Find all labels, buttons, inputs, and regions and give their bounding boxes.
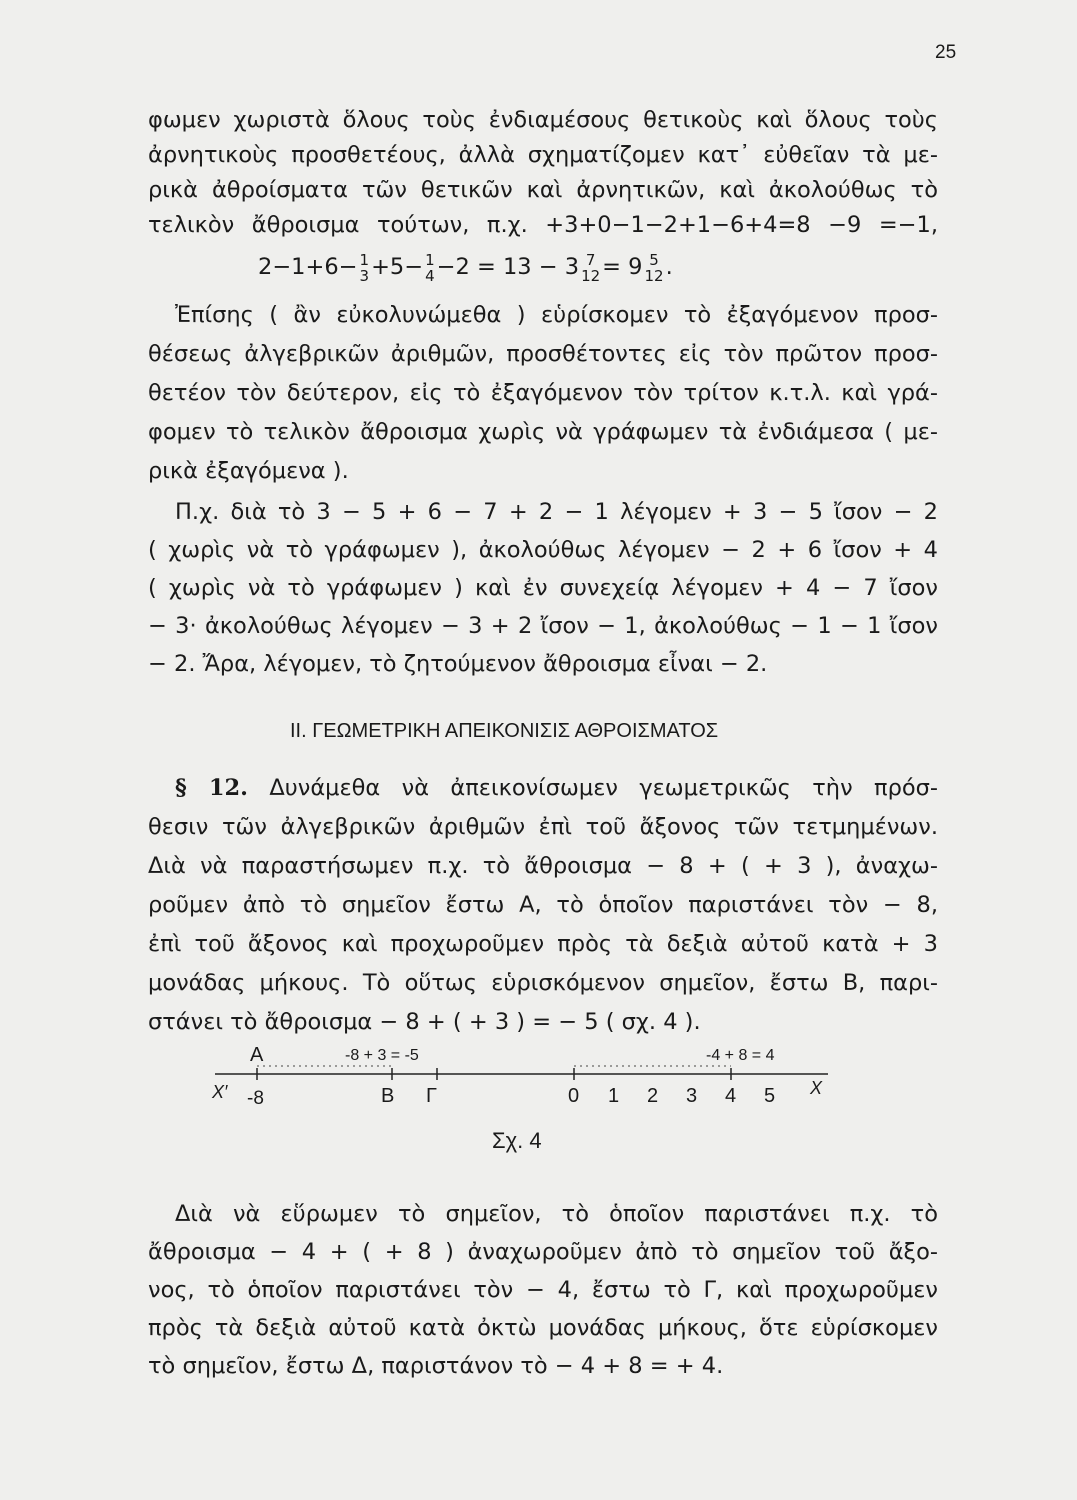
text-line: ( χωρὶς νὰ τὸ γράφωμεν ), ἀκολούθως λέγομεν − 2 + 6 ἴσον + 4 [148,537,938,563]
text-line: − 2. Ἄρα, λέγομεν, τὸ ζητούμενον ἄθροισμα εἶναι − 2. [148,651,768,677]
text-line: πρὸς τὰ δεξιὰ αὐτοῦ κατὰ ὀκτὼ μονάδας μήκους, ὅτε εὑρίσκομεν [148,1315,938,1341]
text-line: ἀρνητικοὺς προσθετέους, ἀλλὰ σχηματίζομεν κατ᾽ εὐθεῖαν τὰ με- [148,142,938,168]
fraction: 5 12 [644,250,664,285]
text-line: Π.χ. διὰ τὸ 3 − 5 + 6 − 7 + 2 − 1 λέγομεν + 3 − 5 ἴσον − 2 [175,499,938,525]
fraction: 1 4 [425,250,435,285]
equation-part: +5− [371,254,424,280]
text-line: θετέον τὸν δεύτερον, εἰς τὸ ἐξαγόμενον τὸν τρίτον κ.τ.λ. καὶ γρά- [148,380,938,406]
text-line: φωμεν χωριστὰ ὅλους τοὺς ἐνδιαμέσους θετικοὺς καὶ ὅλους τοὺς [148,107,938,133]
equation-part: 2−1+6− [258,254,358,280]
equation-part: . [665,254,673,280]
tick-label: 0 [568,1085,580,1107]
text-line: ρικὰ ἀθροίσματα τῶν θετικῶν καὶ ἀρνητικῶν, καὶ ἀκολούθως τὸ [148,177,938,203]
tick-label: 5 [764,1085,776,1107]
text-line: ροῦμεν ἀπὸ τὸ σημεῖον ἔστω Α, τὸ ὁποῖον παριστάνει τὸν − 8, [148,892,938,918]
text-line: στάνει τὸ ἄθροισμα − 8 + ( + 3 ) = − 5 ( σχ. 4 ). [148,1009,701,1035]
text-line: θέσεως ἀλγεβρικῶν ἀριθμῶν, προσθέτοντες εἰς τὸν πρῶτον προσ- [148,341,938,367]
expr-left: -8 + 3 = -5 [345,1047,419,1064]
label-x: X [810,1078,823,1098]
label-g: Γ [426,1085,438,1107]
equation [258,248,673,286]
expr-right: -4 + 8 = 4 [706,1047,775,1064]
text-line: τελικὸν ἄθροισμα τούτων, π.χ. +3+0−1−2+1−6+4=8 −9 =−1, [148,212,938,238]
tick-label: 3 [686,1085,698,1107]
label-b: Β [381,1085,395,1107]
label-x-prime: X′ [212,1082,228,1102]
figure-caption: Σχ. 4 [492,1128,542,1153]
page-number: 25 [935,42,957,63]
text-line [175,773,938,803]
section-first-line: Δυνάμεθα νὰ ἀπεικονίσωμεν γεωμετρικῶς τὴν πρόσ- [269,775,938,801]
label-a: Α [250,1044,264,1066]
text-line: Διὰ νὰ εὕρωμεν τὸ σημεῖον, τὸ ὁποῖον παριστάνει π.χ. τὸ [175,1201,938,1227]
label-minus8: -8 [247,1088,264,1109]
text-line: φομεν τὸ τελικὸν ἄθροισμα χωρὶς νὰ γράφωμεν τὰ ἐνδιάμεσα ( με- [148,419,938,445]
text-line: θεσιν τῶν ἀλγεβρικῶν ἀριθμῶν ἐπὶ τοῦ ἄξονος τῶν τετμημένων. [148,814,938,840]
tick-label: 2 [647,1085,659,1107]
section-number: § 12. [175,775,248,801]
equation-part: −2 = 13 − 3 [436,254,580,280]
text-line: − 3· ἀκολούθως λέγομεν − 3 + 2 ἴσον − 1, ἀκολούθως − 1 − 1 ἴσον [148,613,938,639]
equation-part: = 9 [602,254,643,280]
text-line: τὸ σημεῖον, ἔστω Δ, παριστάνον τὸ − 4 + 8 = + 4. [148,1353,724,1379]
text-line: ἄθροισμα − 4 + ( + 8 ) ἀναχωροῦμεν ἀπὸ τὸ σημεῖον τοῦ ἄξο- [148,1239,938,1265]
text-line: ( χωρὶς νὰ τὸ γράφωμεν ) καὶ ἐν συνεχείᾳ λέγομεν + 4 − 7 ἴσον [148,575,938,601]
fraction: 7 12 [581,250,601,285]
tick-label: 4 [725,1085,737,1107]
text-line: ἐπὶ τοῦ ἄξονος καὶ προχωροῦμεν πρὸς τὰ δεξιὰ αὐτοῦ κατὰ + 3 [148,931,938,957]
text-line: Διὰ νὰ παραστήσωμεν π.χ. τὸ ἄθροισμα − 8 + ( + 3 ), ἀναχω- [148,853,938,879]
text-line: μονάδας μήκους. Τὸ οὕτως εὑρισκόμενον σημεῖον, ἔστω Β, παρι- [148,970,938,996]
text-line: νος, τὸ ὁποῖον παριστάνει τὸν − 4, ἔστω τὸ Γ, καὶ προχωροῦμεν [148,1277,938,1303]
text-line: Ἐπίσης ( ἂν εὐκολυνώμεθα ) εὑρίσκομεν τὸ ἐξαγόμενον προσ- [175,302,938,328]
tick-label: 1 [608,1085,620,1107]
section-heading: ΙΙ. ΓΕΩΜΕΤΡΙΚΗ ΑΠΕΙΚΟΝΙΣΙΣ ΑΘΡΟΙΣΜΑΤΟΣ [290,720,719,742]
fraction: 1 3 [359,250,370,285]
text-line: ρικὰ ἐξαγόμενα ). [148,458,349,484]
